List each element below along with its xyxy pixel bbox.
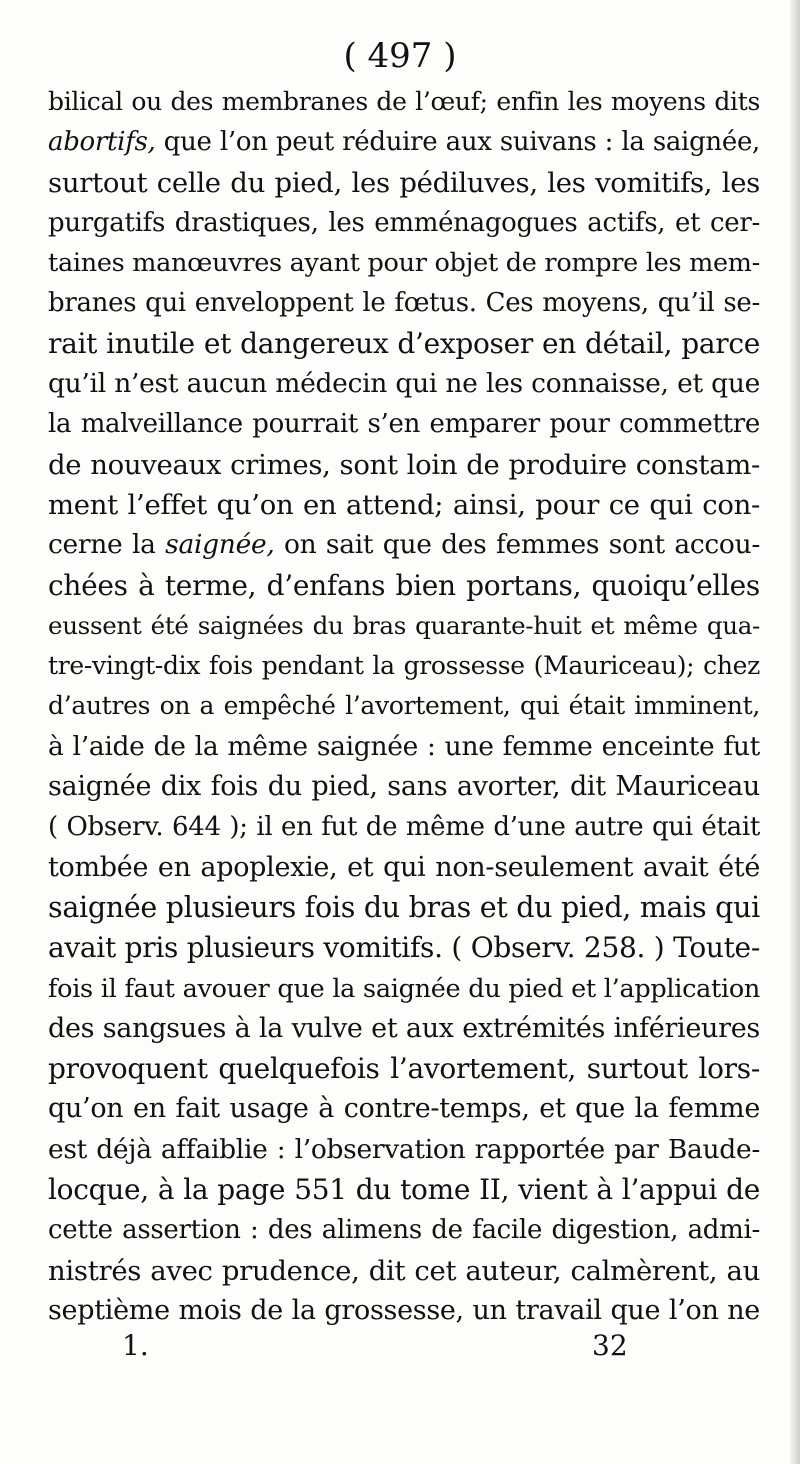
page-edge-shadow: [790, 0, 800, 1464]
text-line: [48, 1089, 760, 1129]
text-segment: tre-vingt-dix fois pendant la grossesse (Mauriceau); chez: [48, 651, 760, 681]
text-line: [48, 203, 760, 243]
italic-term: abortifs,: [48, 127, 156, 158]
text-line: [48, 404, 760, 444]
text-line: [48, 928, 760, 968]
text-segment: taines manœuvres ayant pour objet de rompre les mem-: [48, 248, 760, 279]
text-line: [48, 445, 760, 485]
text-segment: rait inutile et dangereux d’exposer en détail, parce: [48, 326, 760, 360]
text-line: [48, 1210, 760, 1250]
text-line: [48, 646, 760, 686]
text-segment: qu’il n’est aucun médecin qui ne les connaisse, et que: [48, 368, 760, 400]
text-line: [48, 525, 760, 565]
text-segment: branes qui enveloppent le fœtus. Ces moyens, qu’il se-: [48, 288, 760, 319]
text-segment: purgatifs drastiques, les emménagogues actifs, et cer-: [48, 207, 760, 238]
text-segment: provoquent quelquefois l’avortement, surtout lors-: [48, 1052, 760, 1086]
text-segment: eussent été saignées du bras quarante-huit et même qua-: [48, 610, 760, 640]
text-line: [48, 1049, 760, 1089]
text-line: [48, 888, 760, 928]
text-segment: locque, à la page 551 du tome II, vient à l’appui de: [48, 1173, 760, 1207]
text-line: [48, 686, 760, 726]
text-segment: d’autres on a empêché l’avortement, qui était imminent,: [48, 691, 760, 721]
text-segment: la malveillance pourrait s’en emparer pour commettre: [48, 409, 760, 440]
text-segment: est déjà affaiblie : l’observation rapportée par Baude-: [48, 1133, 760, 1165]
text-segment: bilical ou des membranes de l’œuf; enfin les moyens dits: [48, 87, 760, 116]
text-line: [48, 364, 760, 404]
text-segment: septième mois de la grossesse, un travail que l’on ne: [48, 1294, 760, 1326]
text-segment: de nouveaux crimes, sont loin de produire constam-: [48, 448, 760, 481]
text-segment: saignée dix fois du pied, sans avorter, dit Mauriceau: [48, 771, 760, 803]
text-line: [48, 1251, 760, 1291]
text-line: [48, 1009, 760, 1049]
text-line: [48, 566, 760, 606]
text-line: [48, 727, 760, 767]
text-segment: surtout celle du pied, les pédiluves, les vomitifs, les: [48, 166, 760, 199]
text-segment: saignée plusieurs fois du bras et du pied, mais qui: [48, 890, 760, 924]
body-text: [48, 82, 760, 1331]
text-line: [48, 485, 760, 525]
text-segment: que l’on peut réduire aux suivans : la saignée,: [155, 127, 760, 158]
signature-mark: 1.: [122, 1329, 149, 1362]
page-number: ( 497 ): [343, 36, 457, 76]
text-segment: chées à terme, d’enfans bien portans, quoiqu’elles: [48, 568, 760, 602]
text-segment: ment l’effet qu’on en attend; ainsi, pour ce qui con-: [48, 488, 760, 521]
page-footer: [0, 1326, 800, 1366]
sheet-number: 32: [592, 1329, 628, 1362]
text-line: [48, 1130, 760, 1170]
text-segment: avait pris plusieurs vomitifs. ( Observ. 258. ) Toute-: [48, 931, 760, 965]
text-line: [48, 969, 760, 1009]
text-segment: à l’aide de la même saignée : une femme enceinte fut: [48, 730, 760, 762]
text-line: [48, 848, 760, 888]
text-line: [48, 243, 760, 283]
text-line: [48, 82, 760, 122]
text-segment: ( Observ. 644 ); il en fut de même d’une autre qui était: [48, 812, 760, 843]
text-segment: qu’on en fait usage à contre-temps, et que la femme: [48, 1093, 760, 1125]
text-line: [48, 122, 760, 162]
italic-term: saignée,: [165, 529, 275, 561]
text-line: [48, 324, 760, 364]
text-segment: fois il faut avouer que la saignée du pied et l’application: [48, 973, 760, 1004]
text-line: [48, 767, 760, 807]
text-segment: cette assertion : des alimens de facile digestion, admi-: [48, 1215, 760, 1246]
text-line: [48, 163, 760, 203]
text-line: [48, 606, 760, 646]
text-segment: nistrés avec prudence, dit cet auteur, calmèrent, au: [48, 1254, 760, 1287]
text-segment: cerne la: [48, 529, 166, 561]
text-segment: des sangsues à la vulve et aux extrémités inférieures: [48, 1012, 760, 1044]
text-line: [48, 1170, 760, 1210]
text-line: [48, 283, 760, 323]
text-line: [48, 807, 760, 847]
text-segment: on sait que des femmes sont accou-: [274, 529, 760, 561]
text-segment: tombée en apoplexie, et qui non-seulement avait été: [48, 851, 760, 883]
